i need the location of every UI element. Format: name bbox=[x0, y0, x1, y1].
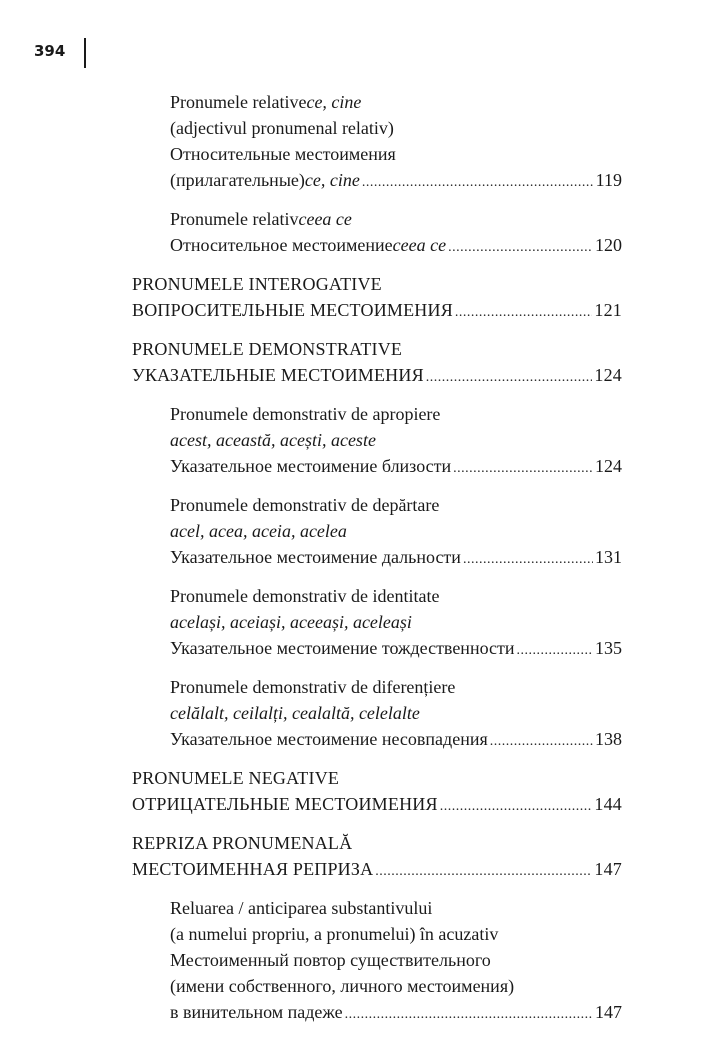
toc-page-number: 124 bbox=[594, 365, 622, 385]
toc-line: același, aceiași, aceeași, aceleași bbox=[170, 612, 412, 632]
toc-entry bbox=[132, 336, 622, 391]
toc-line: Относительные местоимения bbox=[170, 144, 396, 164]
toc-line: Указательное местоимение близости ..... 124 bbox=[132, 453, 622, 482]
page-number: 394 bbox=[34, 42, 66, 60]
dot-leader bbox=[517, 638, 593, 664]
toc-entry bbox=[132, 401, 622, 482]
toc-line: Pronumele relativ ceea ce bbox=[170, 209, 352, 229]
toc-page-number: 121 bbox=[594, 300, 622, 320]
toc-line: в винительном падеже ..... 147 bbox=[132, 999, 622, 1028]
toc-page-number: 147 bbox=[594, 859, 622, 879]
toc-entry bbox=[132, 765, 622, 820]
toc-line: (adjectivul pronumenal relativ) bbox=[170, 118, 394, 138]
toc-line: (имени собственного, личного местоимения) bbox=[170, 976, 515, 996]
toc-section-title: PRONUMELE INTEROGATIVE bbox=[132, 274, 382, 294]
toc-line: ВОПРОСИТЕЛЬНЫЕ МЕСТОИМЕНИЯ ..... 121 bbox=[132, 297, 622, 326]
toc-line: acel, acea, aceia, acelea bbox=[170, 521, 347, 541]
dot-leader bbox=[463, 547, 593, 573]
toc-page-number: 119 bbox=[595, 170, 622, 190]
toc-line: celălalt, ceilalți, cealaltă, celelalte bbox=[170, 703, 420, 723]
toc-line: Pronumele relative ce, cine bbox=[170, 92, 362, 112]
toc-entry bbox=[132, 271, 622, 326]
toc-page-number: 144 bbox=[594, 794, 622, 814]
toc-entry bbox=[132, 674, 622, 755]
dot-leader bbox=[362, 170, 594, 196]
dot-leader bbox=[426, 365, 593, 391]
toc-line: Reluarea / anticiparea substantivului bbox=[170, 898, 433, 918]
dot-leader bbox=[375, 859, 592, 885]
toc-page-number: 131 bbox=[595, 547, 622, 567]
toc-line: Pronumele demonstrativ de identitate bbox=[170, 586, 440, 606]
toc-entry bbox=[132, 895, 622, 1028]
toc-line: Pronumele demonstrativ de depărtare bbox=[170, 495, 440, 515]
toc-page-number: 135 bbox=[595, 638, 622, 658]
toc-line: (a numelui propriu, a pronumelui) în acuzativ bbox=[170, 924, 499, 944]
toc-line: Относительное местоимение ceea ce ..... 120 bbox=[132, 232, 622, 261]
toc-line: Указательное местоимение несовпадения ..... 138 bbox=[132, 726, 622, 755]
toc-line: Pronumele demonstrativ de diferențiere bbox=[170, 677, 456, 697]
toc-section-title: REPRIZA PRONUMENALĂ bbox=[132, 833, 353, 853]
toc-page-number: 124 bbox=[595, 456, 622, 476]
toc-page-number: 138 bbox=[595, 729, 622, 749]
toc-line: Указательное местоимение дальности ..... 131 bbox=[132, 544, 622, 573]
toc-entry bbox=[132, 583, 622, 664]
dot-leader bbox=[448, 235, 593, 261]
dot-leader bbox=[453, 456, 593, 482]
toc-page-number: 120 bbox=[595, 235, 622, 255]
toc-line: acest, această, acești, aceste bbox=[170, 430, 376, 450]
dot-leader bbox=[455, 300, 592, 326]
toc-line: Местоименный повтор существительного bbox=[170, 950, 491, 970]
toc-entry bbox=[132, 206, 622, 261]
toc-line: Указательное местоимение тождественности ..... 135 bbox=[132, 635, 622, 664]
toc-line: ОТРИЦАТЕЛЬНЫЕ МЕСТОИМЕНИЯ ..... 144 bbox=[132, 791, 622, 820]
toc-line: МЕСТОИМЕННАЯ РЕПРИЗА ..... 147 bbox=[132, 856, 622, 885]
toc-section-title: PRONUMELE NEGATIVE bbox=[132, 768, 340, 788]
dot-leader bbox=[345, 1002, 593, 1028]
toc-line: УКАЗАТЕЛЬНЫЕ МЕСТОИМЕНИЯ ..... 124 bbox=[132, 362, 622, 391]
toc-entry bbox=[132, 492, 622, 573]
toc-line: Pronumele demonstrativ de apropiere bbox=[170, 404, 441, 424]
table-of-contents bbox=[132, 89, 622, 1038]
dot-leader bbox=[490, 729, 593, 755]
toc-entry bbox=[132, 830, 622, 885]
toc-entry bbox=[132, 89, 622, 196]
toc-page-number: 147 bbox=[595, 1002, 622, 1022]
page-number-divider bbox=[84, 38, 86, 68]
toc-line: (прилагательные) ce, cine ..... 119 bbox=[132, 167, 622, 196]
dot-leader bbox=[440, 794, 593, 820]
toc-section-title: PRONUMELE DEMONSTRATIVE bbox=[132, 339, 403, 359]
